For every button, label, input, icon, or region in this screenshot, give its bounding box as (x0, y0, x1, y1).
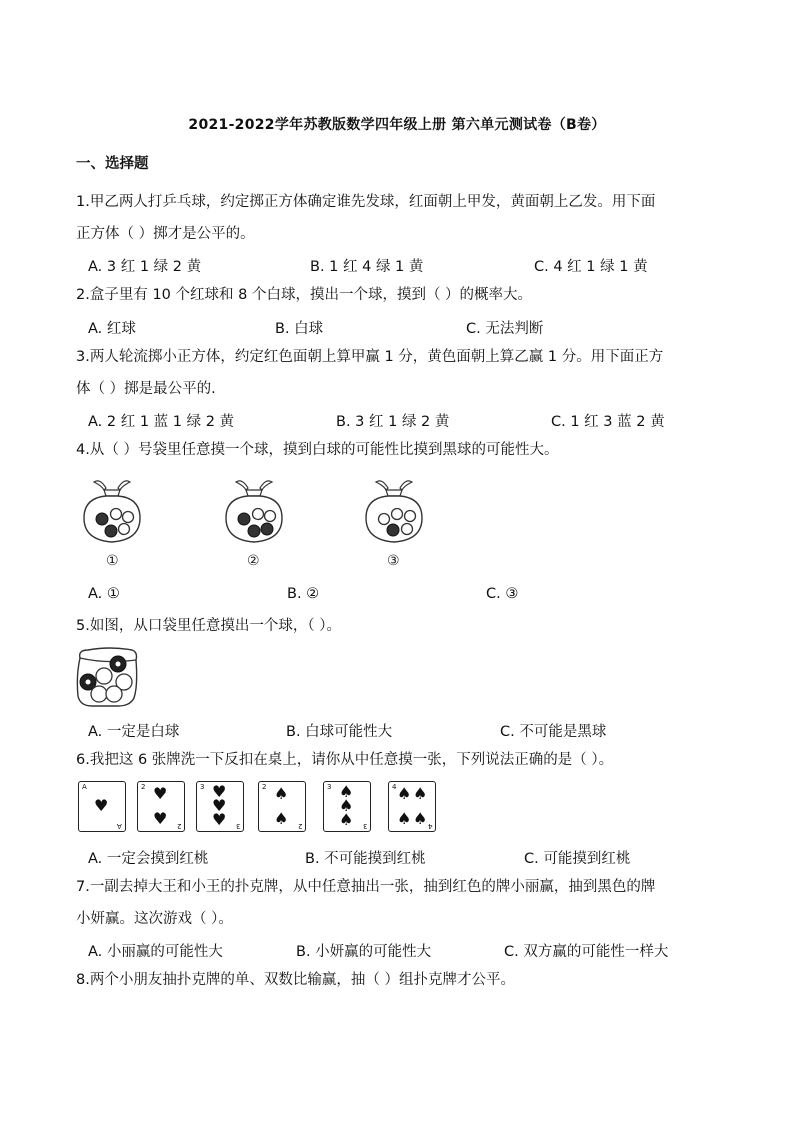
page-title: 2021-2022学年苏教版数学四年级上册 第六单元测试卷（B卷） (188, 117, 606, 133)
option-c[interactable]: C. 不可能是黑球 (500, 724, 607, 740)
option-b[interactable]: B. 白球 (275, 321, 324, 337)
question-3-line-2: 体（ ）掷是最公平的. (76, 381, 216, 397)
question-5-line-1: 5.如图，从口袋里任意摸出一个球，（ ）。 (76, 618, 341, 634)
question-5-options (88, 720, 728, 744)
bag-3-label: ③ (387, 553, 400, 569)
question-7-line-1: 7.一副去掉大王和小王的扑克牌，从中任意抽出一张，抽到红色的牌小丽赢，抽到黑色的牌 (76, 879, 656, 895)
card-rank-bottom: A (117, 822, 122, 830)
heart-icon: ♥ (212, 796, 227, 815)
spade-icon: ♠ (274, 784, 289, 803)
heart-icon: ♥ (212, 782, 227, 801)
bag-1-image (78, 474, 146, 546)
option-c[interactable]: C. 4 红 1 绿 1 黄 (534, 259, 648, 275)
option-a[interactable]: A. 小丽赢的可能性大 (88, 944, 223, 960)
card-rank-bottom: 3 (362, 822, 367, 830)
option-b[interactable]: B. 不可能摸到红桃 (305, 851, 426, 867)
question-1-line-2: 正方体（ ）掷才是公平的。 (76, 226, 255, 242)
option-b[interactable]: B. ② (287, 586, 320, 602)
question-3-line-1: 3.两人轮流掷小正方体，约定红色面朝上算甲赢 1 分，黄色面朝上算乙赢 1 分。用下面正方 (76, 349, 664, 365)
question-7-line-2: 小妍赢。这次游戏（ ）。 (76, 911, 233, 927)
option-b[interactable]: B. 3 红 1 绿 2 黄 (336, 414, 450, 430)
option-b[interactable]: B. 白球可能性大 (286, 724, 393, 740)
playing-card (323, 781, 371, 832)
spade-icon: ♠ (413, 809, 428, 828)
card-rank-bottom: 4 (427, 822, 432, 830)
heart-icon: ♥ (212, 810, 227, 829)
spade-icon: ♠ (274, 809, 289, 828)
bag-3-image (360, 474, 428, 546)
question-3-options (88, 410, 728, 434)
option-c[interactable]: C. 双方赢的可能性一样大 (504, 944, 669, 960)
question-2-line-1: 2.盒子里有 10 个红球和 8 个白球，摸出一个球，摸到（ ）的概率大。 (76, 287, 533, 303)
playing-card (196, 781, 244, 832)
option-a[interactable]: A. ① (88, 586, 120, 602)
option-a[interactable]: A. 一定会摸到红桃 (88, 851, 209, 867)
playing-card (78, 781, 126, 832)
option-c[interactable]: C. 1 红 3 蓝 2 黄 (551, 414, 665, 430)
spade-icon: ♠ (397, 809, 412, 828)
card-rank-bottom: 2 (297, 822, 302, 830)
option-a[interactable]: A. 红球 (88, 321, 136, 337)
question-6 (76, 744, 726, 776)
playing-card (137, 781, 185, 832)
option-a[interactable]: A. 2 红 1 蓝 1 绿 2 黄 (88, 414, 235, 430)
option-c[interactable]: C. ③ (486, 586, 519, 602)
card-rank: 4 (392, 783, 397, 791)
bag-2-label: ② (247, 553, 260, 569)
spade-icon: ♠ (339, 796, 354, 815)
heart-icon: ♥ (153, 809, 168, 828)
question-6-line-1: 6.我把这 6 张牌洗一下反扣在桌上，请你从中任意摸一张，下列说法正确的是（ ）。 (76, 752, 614, 768)
card-rank: A (82, 783, 87, 791)
question-8-line-1: 8.两个小朋友抽扑克牌的单、双数比输赢，抽（ ）组扑克牌才公平。 (76, 972, 515, 988)
card-rank: 2 (141, 783, 146, 791)
question-4-options (88, 586, 728, 610)
question-5 (76, 610, 726, 642)
question-6-options (88, 847, 728, 871)
card-rank: 3 (327, 783, 332, 791)
card-rank: 2 (262, 783, 267, 791)
question-4-line-1: 4.从（ ）号袋里任意摸一个球，摸到白球的可能性比摸到黑球的可能性大。 (76, 442, 559, 458)
card-rank-bottom: 3 (235, 822, 240, 830)
option-c[interactable]: C. 无法判断 (466, 321, 544, 337)
question-2 (76, 279, 726, 311)
option-a[interactable]: A. 一定是白球 (88, 724, 180, 740)
card-rank: 3 (200, 783, 205, 791)
heart-icon: ♥ (94, 796, 109, 815)
spade-icon: ♠ (413, 784, 428, 803)
spade-icon: ♠ (397, 784, 412, 803)
heart-icon: ♥ (153, 784, 168, 803)
ball-pocket-image (74, 646, 140, 708)
question-1-options (88, 255, 728, 279)
playing-card (258, 781, 306, 832)
playing-card (388, 781, 436, 832)
option-c[interactable]: C. 可能摸到红桃 (524, 851, 631, 867)
section-heading: 一、选择题 (76, 156, 149, 172)
question-4 (76, 434, 726, 466)
question-7-options (88, 940, 728, 964)
option-b[interactable]: B. 1 红 4 绿 1 黄 (310, 259, 424, 275)
bag-2-image (220, 474, 288, 546)
question-8 (76, 964, 726, 996)
question-2-options (88, 317, 728, 341)
bag-1-label: ① (106, 553, 119, 569)
question-1-line-1: 1.甲乙两人打乒乓球，约定掷正方体确定谁先发球，红面朝上甲发，黄面朝上乙发。用下面 (76, 194, 656, 210)
question-1 (76, 186, 726, 250)
question-3 (76, 341, 726, 405)
card-rank-bottom: 2 (176, 822, 181, 830)
option-a[interactable]: A. 3 红 1 绿 2 黄 (88, 259, 202, 275)
question-7 (76, 871, 726, 935)
option-b[interactable]: B. 小妍赢的可能性大 (296, 944, 432, 960)
spade-icon: ♠ (339, 810, 354, 829)
spade-icon: ♠ (339, 782, 354, 801)
